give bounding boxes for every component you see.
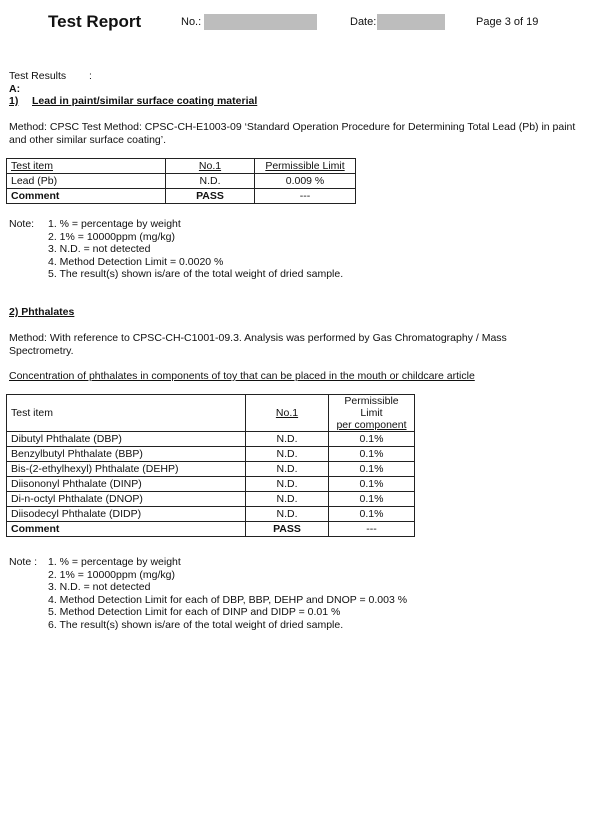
cell-test-item: Diisodecyl Phthalate (DIDP) [7,507,246,522]
section-2-method: Method: With reference to CPSC-CH-C1001-09.3. Analysis was performed by Gas Chromatography / Mass Spectrometry. [9,332,507,357]
comment-label: Comment [7,189,166,204]
section-1-note-label: Note: [9,218,35,230]
note-item: 5. Method Detection Limit for each of DINP and DIDP = 0.01 % [48,606,341,618]
cell-limit: 0.1% [329,477,415,492]
cell-test-item: Bis-(2-ethylhexyl) Phthalate (DEHP) [7,462,246,477]
per-component-line: per component [336,419,407,431]
cell-test-item: Diisononyl Phthalate (DINP) [7,477,246,492]
section-2-notes [48,556,407,631]
concentration-heading: Concentration of phthalates in components of toy that can be placed in the mouth or childcare article [9,370,475,382]
table-row [7,462,415,477]
column-header-no1: No.1 [246,395,329,432]
cell-test-item: Di-n-octyl Phthalate (DNOP) [7,492,246,507]
table-row [7,447,415,462]
cell-test-item: Lead (Pb) [7,174,166,189]
permissible-limit-line: Permissible Limit [344,395,399,419]
column-header-permissible-limit: Permissible Limit [255,159,356,174]
cell-result: N.D. [246,477,329,492]
cell-limit: 0.1% [329,432,415,447]
section-1-number: 1) [9,95,19,107]
column-header-no1: No.1 [166,159,255,174]
page-number: Page 3 of 19 [476,16,539,28]
report-number-label: No.: [181,16,202,28]
table-row [7,507,415,522]
phthalates-results-table [6,394,415,537]
note-item: 5. The result(s) shown is/are of the total weight of dried sample. [48,268,344,280]
note-item: 4. Method Detection Limit for each of DBP, BBP, DEHP and DNOP = 0.003 % [48,593,408,606]
cell-limit: 0.1% [329,447,415,462]
table-header-row [7,395,415,432]
table-row [7,432,415,447]
section-1-notes [48,218,343,281]
section-2-note-label: Note : [9,556,38,568]
note-item: 4. Method Detection Limit = 0.0020 % [48,255,224,268]
date-label: Date: [350,16,377,28]
column-header-test-item: Test item [7,395,246,432]
comment-limit: --- [255,189,356,204]
note-item: 2. 1% = 10000ppm (mg/kg) [48,230,175,243]
section-a-label: A: [9,83,21,95]
comment-result: PASS [246,522,329,537]
table-header-row [7,159,356,174]
cell-result: N.D. [246,507,329,522]
table-row [7,477,415,492]
comment-row [7,189,356,204]
redacted-report-number [204,14,317,30]
cell-result: N.D. [246,432,329,447]
section-1-title: Lead in paint/similar surface coating material [32,95,258,107]
note-item: 3. N.D. = not detected [48,243,151,255]
column-header-permissible-limit [329,395,415,432]
cell-result: N.D. [246,462,329,477]
comment-label: Comment [7,522,246,537]
note-item: 1. % = percentage by weight [48,556,181,568]
redacted-date [377,14,445,30]
report-title: Test Report [48,12,142,31]
note-item: 6. The result(s) shown is/are of the total weight of dried sample. [48,618,344,631]
test-results-colon: : [89,70,92,82]
cell-limit: 0.009 % [255,174,356,189]
lead-results-table [6,158,356,204]
cell-result: N.D. [166,174,255,189]
test-results-label: Test Results [9,70,67,82]
note-item: 2. 1% = 10000ppm (mg/kg) [48,568,175,581]
note-item: 1. % = percentage by weight [48,218,181,230]
cell-limit: 0.1% [329,492,415,507]
section-2-title: 2) Phthalates [9,306,75,318]
column-header-test-item: Test item [7,159,166,174]
cell-limit: 0.1% [329,462,415,477]
cell-result: N.D. [246,447,329,462]
comment-row [7,522,415,537]
cell-test-item: Dibutyl Phthalate (DBP) [7,432,246,447]
section-1-method: Method: CPSC Test Method: CPSC-CH-E1003-09 ‘Standard Operation Procedure for Determining Total Lead (Pb) in paint and other similar surface coating’. [9,121,576,146]
comment-limit: --- [329,522,415,537]
comment-result: PASS [166,189,255,204]
table-row [7,492,415,507]
cell-result: N.D. [246,492,329,507]
note-item: 3. N.D. = not detected [48,581,151,593]
table-row [7,174,356,189]
cell-limit: 0.1% [329,507,415,522]
cell-test-item: Benzylbutyl Phthalate (BBP) [7,447,246,462]
